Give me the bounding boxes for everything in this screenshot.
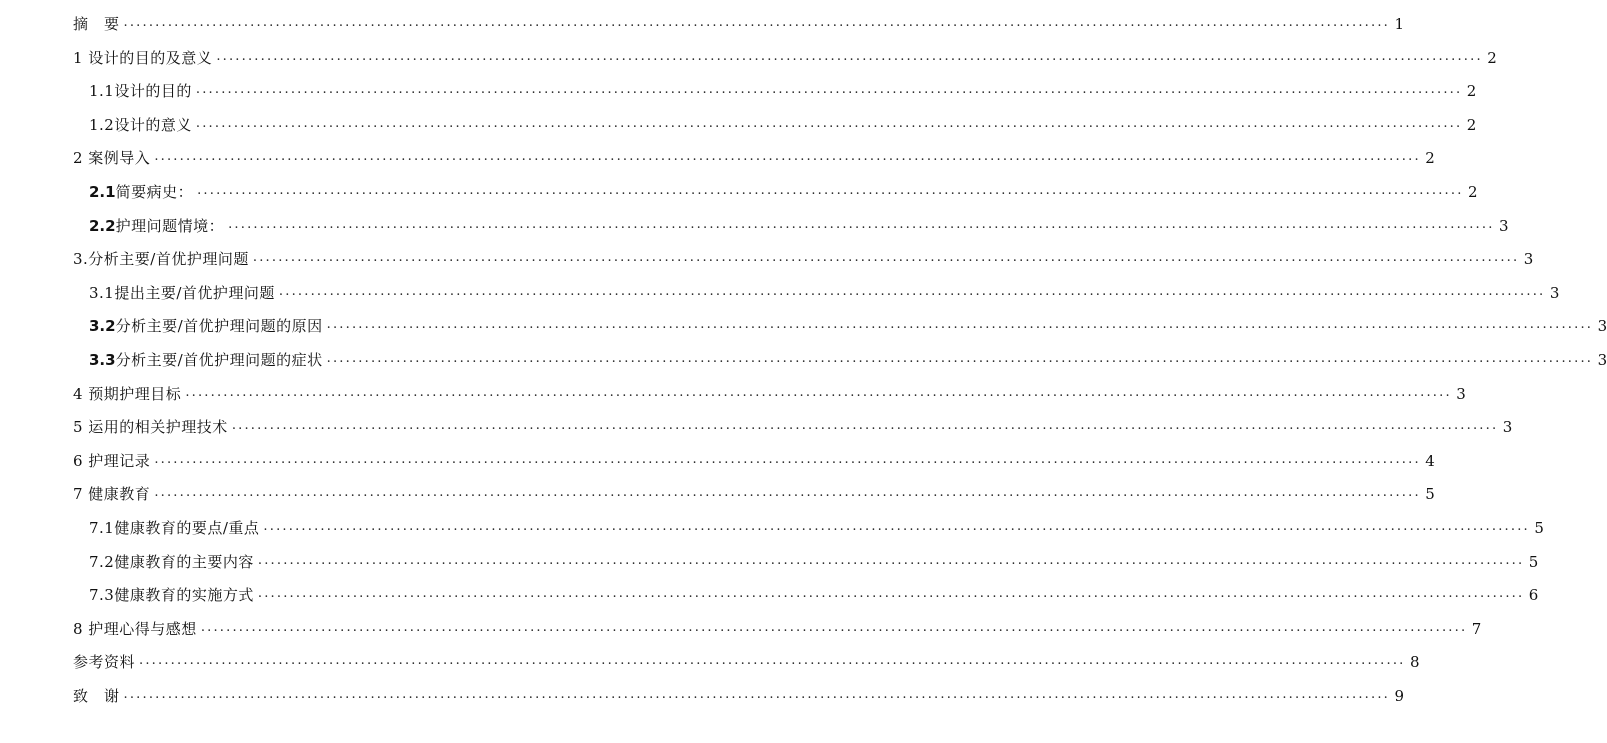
toc-entry-title: 1.1设计的目的	[89, 82, 192, 101]
toc-entry-title: 参考资料	[73, 653, 136, 672]
toc-entry-label	[89, 277, 279, 311]
toc-entry[interactable]	[73, 613, 1482, 647]
toc-entry-page-number: 3	[1523, 250, 1534, 269]
toc-entry[interactable]	[73, 243, 1534, 277]
toc-entry[interactable]	[73, 277, 1560, 311]
toc-entry-title: 护理问题情境：	[115, 216, 225, 235]
toc-entry-page-number: 5	[1528, 552, 1539, 571]
toc-entry-title: 7.3健康教育的实施方式	[89, 586, 254, 605]
dot-leader: ........................................................................................................................................................................................................	[154, 149, 1421, 165]
toc-entry-label	[89, 546, 258, 580]
toc-entry-page-number: 3	[1502, 418, 1513, 437]
toc-entry[interactable]	[73, 579, 1539, 613]
toc-entry[interactable]	[73, 176, 1478, 210]
dot-leader: ........................................................................................................................................................................................................	[200, 619, 1468, 635]
toc-entry-number: 3.2	[89, 317, 116, 336]
toc-entry-page-number: 2	[1466, 82, 1477, 101]
toc-entry-page-number: 2	[1487, 48, 1497, 67]
toc-entry-label	[73, 8, 124, 42]
toc-entry-label	[89, 512, 263, 546]
toc-entry-label	[73, 411, 232, 445]
toc-entry-title: 4 预期护理目标	[73, 384, 182, 403]
dot-leader: ........................................................................................................................................................................................................	[263, 518, 1530, 534]
toc-entry-label	[89, 210, 228, 244]
toc-entry-label	[73, 445, 154, 479]
toc-entry[interactable]	[73, 109, 1477, 143]
dot-leader: ........................................................................................................................................................................................................	[185, 384, 1452, 400]
toc-entry-page-number: 3	[1597, 317, 1607, 336]
dot-leader: ........................................................................................................................................................................................................	[154, 485, 1421, 501]
dot-leader: ........................................................................................................................................................................................................	[216, 48, 1483, 64]
toc-entry[interactable]	[73, 378, 1466, 412]
dot-leader: ........................................................................................................................................................................................................	[326, 317, 1594, 333]
toc-entry[interactable]	[73, 411, 1513, 445]
toc-entry-page-number: 3	[1597, 350, 1607, 369]
toc-entry-label	[73, 243, 253, 277]
toc-entry-label	[89, 310, 327, 344]
toc-entry-page-number: 9	[1394, 686, 1404, 705]
toc-entry-page-number: 5	[1534, 518, 1544, 537]
dot-leader: ........................................................................................................................................................................................................	[123, 15, 1390, 30]
toc-entry-page-number: 7	[1471, 619, 1482, 638]
toc-entry-label	[89, 344, 327, 378]
toc-entry-title: 1.2设计的意义	[89, 115, 192, 134]
toc-entry[interactable]	[73, 478, 1435, 512]
toc-entry-title: 致 谢	[73, 686, 120, 705]
toc-entry-label	[73, 142, 154, 176]
toc-entry[interactable]	[73, 8, 1404, 42]
dot-leader: ........................................................................................................................................................................................................	[195, 82, 1463, 98]
toc-entry-page-number: 2	[1466, 115, 1477, 134]
toc-entry-title: 分析主要/首优护理问题的原因	[115, 317, 323, 336]
toc-entry-label	[73, 42, 216, 76]
toc-entry[interactable]	[73, 210, 1509, 244]
toc-entry-page-number: 2	[1468, 182, 1478, 201]
dot-leader: ........................................................................................................................................................................................................	[154, 451, 1421, 467]
table-of-contents	[73, 8, 1607, 713]
toc-entry-title: 2 案例导入	[73, 149, 151, 168]
toc-entry-page-number: 5	[1425, 485, 1435, 504]
toc-entry-number: 2.1	[89, 182, 116, 201]
toc-entry-title: 3.1提出主要/首优护理问题	[89, 283, 275, 302]
toc-entry-title: 5 运用的相关护理技术	[73, 418, 228, 437]
toc-entry[interactable]	[73, 142, 1435, 176]
toc-entry-label	[73, 378, 185, 412]
toc-entry-title: 分析主要/首优护理问题的症状	[115, 350, 323, 369]
toc-entry-page-number: 3	[1549, 283, 1560, 302]
toc-entry-page-number: 8	[1409, 653, 1420, 672]
toc-entry[interactable]	[73, 512, 1544, 546]
toc-entry[interactable]	[73, 546, 1539, 580]
toc-entry[interactable]	[73, 75, 1477, 109]
toc-entry-label	[73, 478, 154, 512]
toc-entry-title: 8 护理心得与感想	[73, 619, 197, 638]
dot-leader: ........................................................................................................................................................................................................	[257, 586, 1525, 602]
toc-entry-title: 1 设计的目的及意义	[73, 48, 213, 67]
toc-entry[interactable]	[73, 445, 1435, 479]
toc-entry-page-number: 2	[1425, 149, 1435, 168]
toc-entry-title: 7.2健康教育的主要内容	[89, 552, 254, 571]
dot-leader: ........................................................................................................................................................................................................	[195, 115, 1463, 131]
toc-entry[interactable]	[73, 42, 1497, 76]
toc-entry[interactable]	[73, 344, 1607, 378]
toc-entry-label	[73, 680, 124, 714]
toc-entry-page-number: 3	[1456, 384, 1466, 403]
toc-entry[interactable]	[73, 646, 1420, 680]
toc-entry-title: 3.分析主要/首优护理问题	[73, 250, 249, 269]
dot-leader: ........................................................................................................................................................................................................	[257, 552, 1525, 568]
toc-entry-label	[73, 646, 139, 680]
toc-entry-title: 摘 要	[73, 15, 120, 33]
toc-entry-page-number: 6	[1528, 586, 1539, 605]
toc-entry-number: 2.2	[89, 216, 116, 235]
toc-entry-title: 简要病史：	[115, 182, 194, 201]
toc-entry-label	[89, 109, 196, 143]
toc-entry-page-number: 4	[1425, 451, 1435, 470]
dot-leader: ........................................................................................................................................................................................................	[326, 350, 1594, 366]
toc-entry-number: 3.3	[89, 350, 116, 369]
toc-entry-label	[89, 176, 197, 210]
toc-entry-title: 7.1健康教育的要点/重点	[89, 518, 260, 537]
toc-entry[interactable]	[73, 310, 1607, 344]
toc-entry-page-number: 3	[1499, 216, 1509, 235]
dot-leader: ........................................................................................................................................................................................................	[278, 283, 1546, 299]
toc-entry-title: 7 健康教育	[73, 485, 151, 504]
dot-leader: ........................................................................................................................................................................................................	[123, 686, 1390, 702]
toc-entry-label	[89, 75, 196, 109]
dot-leader: ........................................................................................................................................................................................................	[231, 418, 1499, 434]
dot-leader: ........................................................................................................................................................................................................	[139, 653, 1406, 669]
toc-entry-page-number: 1	[1394, 15, 1404, 33]
toc-entry-label	[73, 613, 201, 647]
dot-leader: ........................................................................................................................................................................................................	[228, 216, 1495, 232]
toc-entry-label	[89, 579, 258, 613]
dot-leader: ........................................................................................................................................................................................................	[197, 182, 1464, 198]
toc-entry-title: 6 护理记录	[73, 451, 151, 470]
toc-entry[interactable]	[73, 680, 1404, 714]
dot-leader: ........................................................................................................................................................................................................	[252, 250, 1520, 266]
